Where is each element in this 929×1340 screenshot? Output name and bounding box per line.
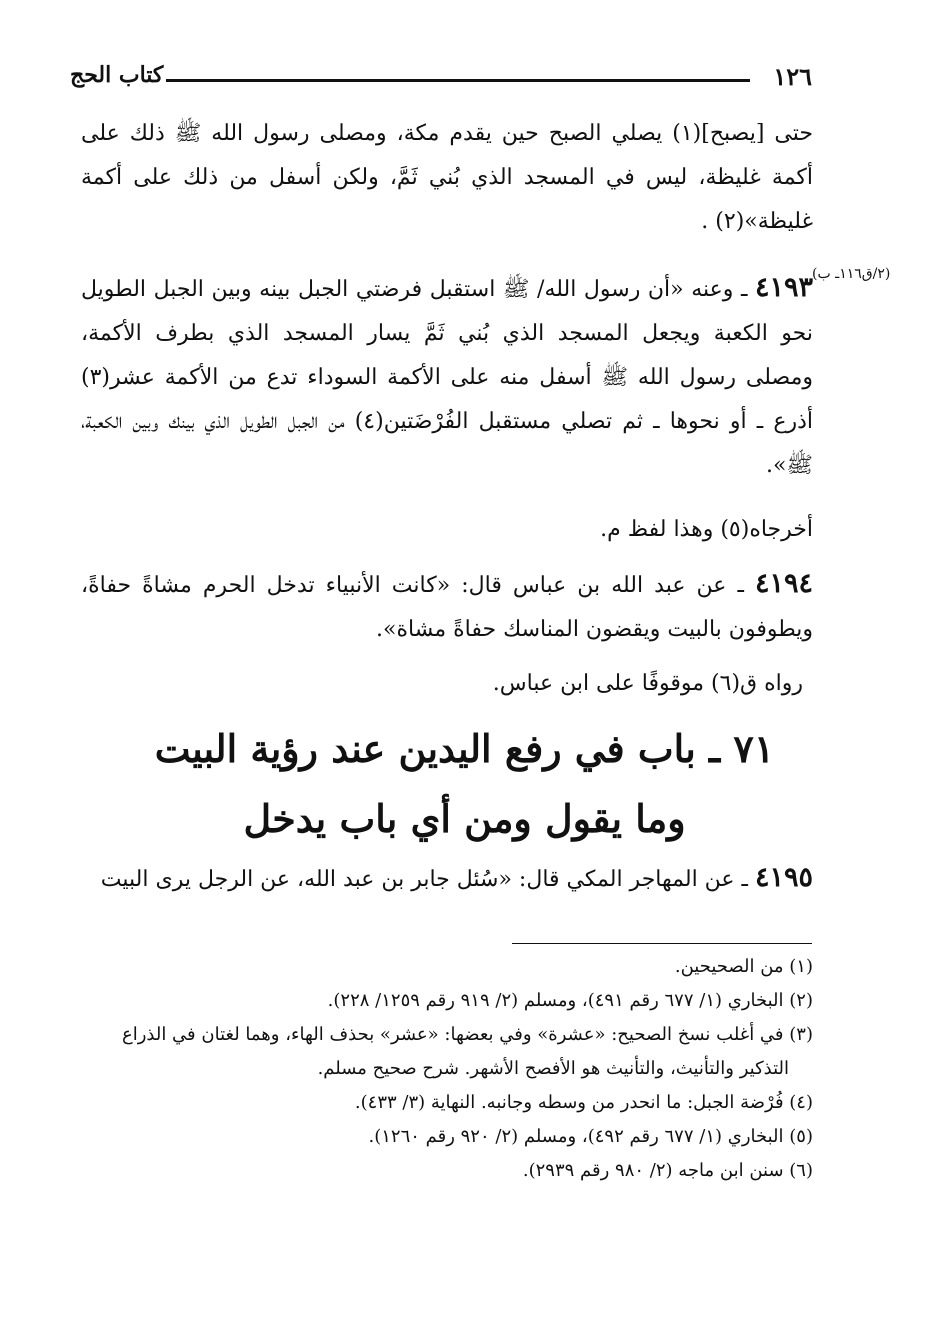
- footnotes: [81, 950, 813, 1188]
- running-header: [70, 62, 812, 94]
- paragraph-continuation: حتى [يصبح](١) يصلي الصبح حين يقدم مكة، ومصلى رسول الله ﷺ ذلك على أكمة غليظة، ليس في المسجد الذي بُني ثَمَّ، ولكن أسفل من ذلك على أكمة غليظة»(٢) .: [81, 121, 813, 234]
- hadith-4193-source: أخرجاه(٥) وهذا لفظ م.: [600, 517, 813, 542]
- footnote-6: (٦) سنن ابن ماجه (٢/ ٩٨٠ رقم ٢٩٣٩).: [522, 1160, 813, 1181]
- hadith-4194-source: رواه ق(٦) موقوفًا على ابن عباس.: [492, 671, 803, 696]
- hadith-4194: [81, 562, 813, 652]
- hadith-text: ـ وعنه «أن رسول الله/ ﷺ استقبل فرضتي الجبل بينه وبين الجبل الطويل نحو الكعبة ويجعل المسجد الذي بُني ثَمَّ يسار المسجد الذي بطرف الأكمة، ومصلى رسول الله ﷺ أسفل منه على الأكمة السوداء تدع من الأكمة عشر(٣) أذرع ـ أو نحوها ـ ثم تصلي مستقبل الفُرْضَتين(٤) من الجبل الطويل الذي بينك وبين الكعبة، ﷺ».: [81, 277, 813, 478]
- hadith-number: ٤١٩٤: [754, 568, 813, 599]
- hadith-4195: [81, 856, 813, 902]
- footnote-4: (٤) فُرْضة الجبل: ما انحدر من وسطه وجانبه. النهاية (٣/ ٤٣٣).: [354, 1092, 813, 1113]
- footnote-3: (٣) في أغلب نسخ الصحيح: «عشرة» وفي بعضها: «عشر» بحذف الهاء، وهما لغتان في الذراع التذكير والتأنيث، والتأنيث هو الأفصح الأشهر. شرح صحيح مسلم.: [121, 1024, 813, 1079]
- hadith-text: ـ عن المهاجر المكي قال: «سُئل جابر بن عبد الله، عن الرجل يرى البيت: [100, 867, 748, 892]
- footnote-separator: [512, 943, 812, 944]
- manuscript-margin-note: (٢/ق١١٦ـ ب): [812, 266, 891, 282]
- footnote-5: (٥) البخاري (١/ ٦٧٧ رقم ٤٩٢)، ومسلم (٢/ ٩٢٠ رقم ١٢٦٠).: [368, 1126, 813, 1147]
- hadith-text: ـ عن عبد الله بن عباس قال: «كانت الأنبياء تدخل الحرم مشاةً حفاةً، ويطوفون بالبيت ويقضون المناسك حفاةً مشاة».: [81, 573, 813, 642]
- hadith-4193: [81, 266, 813, 488]
- footnote-1: (١) من الصحيحين.: [674, 956, 813, 977]
- hadith-number: ٤١٩٣: [754, 272, 813, 303]
- footnote-2: (٢) البخاري (١/ ٦٧٧ رقم ٤٩١)، ومسلم (٢/ ٩١٩ رقم ١٢٥٩/ ٢٢٨).: [327, 990, 813, 1011]
- book-title: كتاب الحج: [70, 62, 164, 88]
- hadith-number: ٤١٩٥: [754, 862, 813, 893]
- chapter-heading-line-1: ٧١ ـ باب في رفع اليدين عند رؤية البيت: [154, 726, 775, 771]
- chapter-heading-line-2: وما يقول ومن أي باب يدخل: [243, 796, 686, 841]
- page-number: ١٢٦: [773, 62, 812, 91]
- header-rule: [166, 79, 750, 82]
